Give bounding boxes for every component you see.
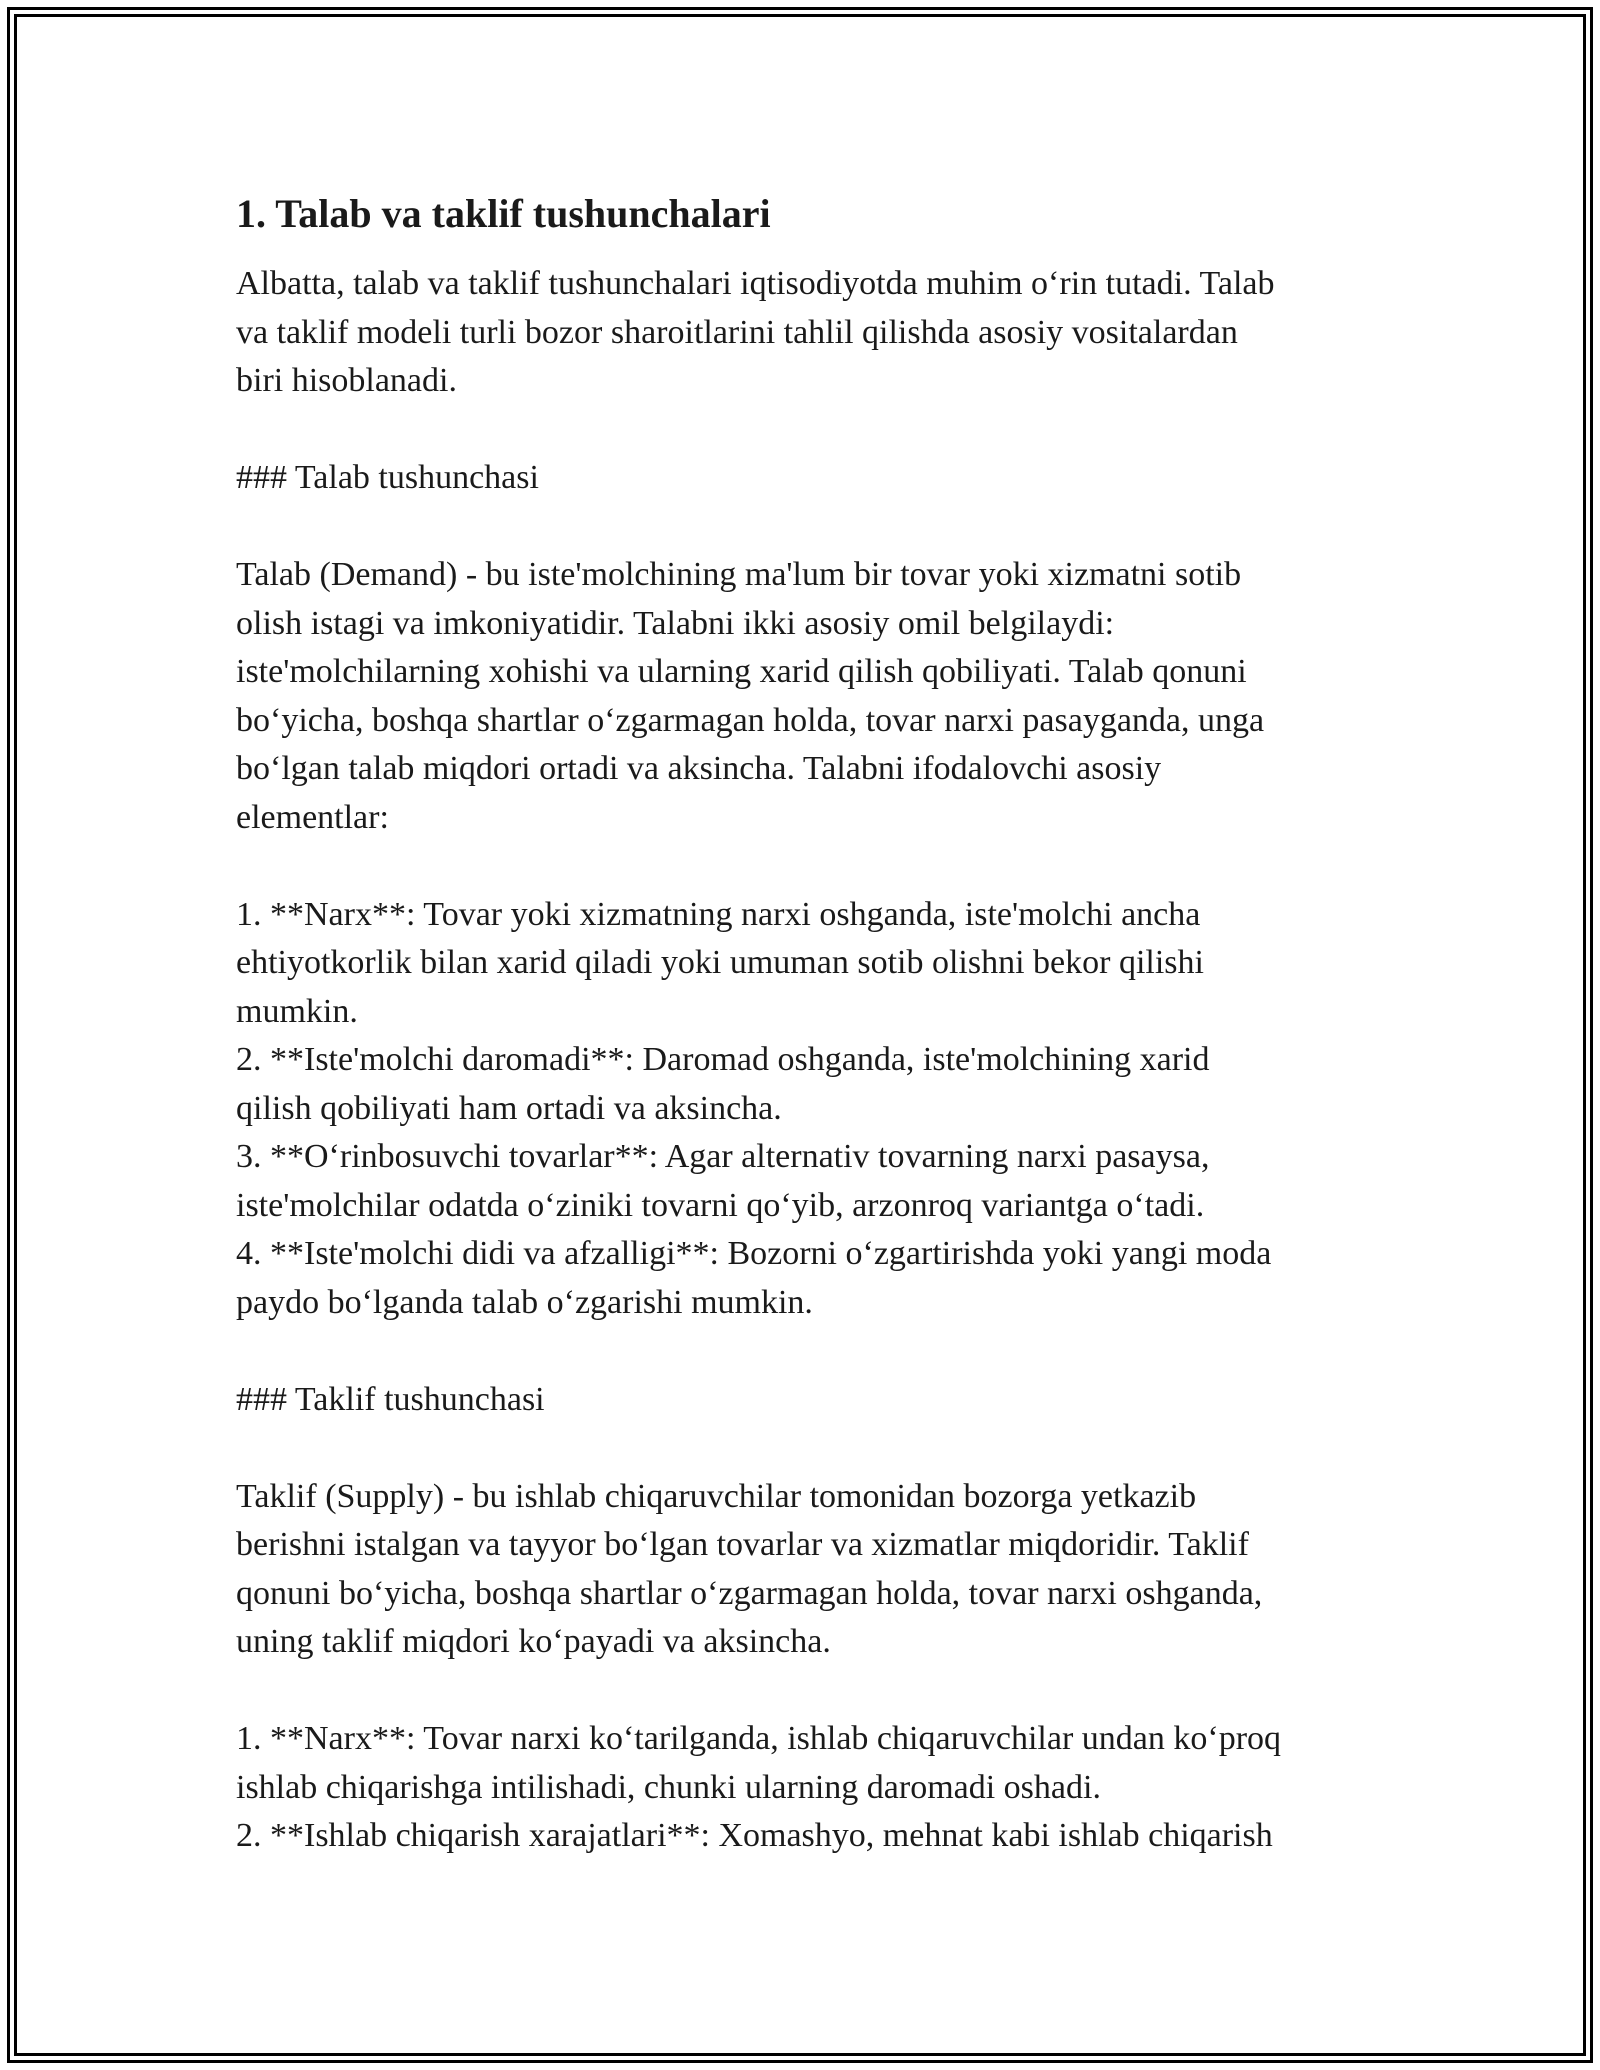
talab-elements-list xyxy=(236,891,1376,1328)
taklif-elements-list xyxy=(236,1715,1376,1861)
blank-line xyxy=(236,1667,1376,1716)
talab-definition-paragraph: Talab (Demand) - bu iste'molchining ma'lum bir tovar yoki xizmatni sotib olish istagi va imkoniyatidir. Talabni ikki asosiy omil belgilaydi: iste'molchilarning xohishi va ularning xarid qilish qobiliyati. Talab qonuni bo‘yicha, boshqa shartlar o‘zgarmagan holda, tovar narxi pasayganda, unga bo‘lgan talab miqdori ortadi va aksincha. Talabni ifodalovchi asosiy elementlar: xyxy=(236,556,1265,836)
intro-paragraph: Albatta, talab va taklif tushunchalari iqtisodiyotda muhim o‘rin tutadi. Talab va taklif modeli turli bozor sharoitlarini tahlil qilishda asosiy vositalardan biri hisoblanadi. xyxy=(236,265,1275,399)
blank-line xyxy=(236,406,1376,455)
document-body xyxy=(236,186,1376,1861)
blank-line xyxy=(236,503,1376,552)
list-item: 1. **Narx**: Tovar yoki xizmatning narxi oshganda, iste'molchi ancha ehtiyotkorlik bilan xarid qiladi yoki umuman sotib olishni bekor qilishi mumkin. xyxy=(236,895,1204,1030)
talab-heading: ### Talab tushunchasi xyxy=(236,459,539,496)
list-item: 3. **O‘rinbosuvchi tovarlar**: Agar alternativ tovarning narxi pasaysa, iste'molchilar odatda o‘ziniki tovarni qo‘yib, arzonroq variantga o‘tadi. xyxy=(236,1138,1210,1224)
blank-line xyxy=(236,1424,1376,1473)
blank-line xyxy=(236,842,1376,891)
blank-line xyxy=(236,1327,1376,1376)
taklif-definition-paragraph: Taklif (Supply) - bu ishlab chiqaruvchilar tomonidan bozorga yetkazib berishni istalgan va tayyor bo‘lgan tovarlar va xizmatlar miqdoridir. Taklif qonuni bo‘yicha, boshqa shartlar o‘zgarmagan holda, tovar narxi oshganda, uning taklif miqdori ko‘payadi va aksincha. xyxy=(236,1477,1263,1660)
list-item: 4. **Iste'molchi didi va afzalligi**: Bozorni o‘zgartirishda yoki yangi moda paydo bo‘lganda talab o‘zgarishi mumkin. xyxy=(236,1235,1272,1321)
taklif-heading: ### Taklif tushunchasi xyxy=(236,1380,545,1418)
list-item: 2. **Iste'molchi daromadi**: Daromad oshganda, iste'molchining xarid qilish qobiliyati ham ortadi va aksincha. xyxy=(236,1041,1210,1127)
document-title: 1. Talab va taklif tushunchalari xyxy=(236,191,771,236)
list-item: 2. **Ishlab chiqarish xarajatlari**: Xomashyo, mehnat kabi ishlab chiqarish xyxy=(236,1817,1273,1854)
list-item: 1. **Narx**: Tovar narxi ko‘tarilganda, ishlab chiqaruvchilar undan ko‘proq ishlab chiqarishga intilishadi, chunki ularning daromadi oshadi. xyxy=(236,1720,1282,1806)
